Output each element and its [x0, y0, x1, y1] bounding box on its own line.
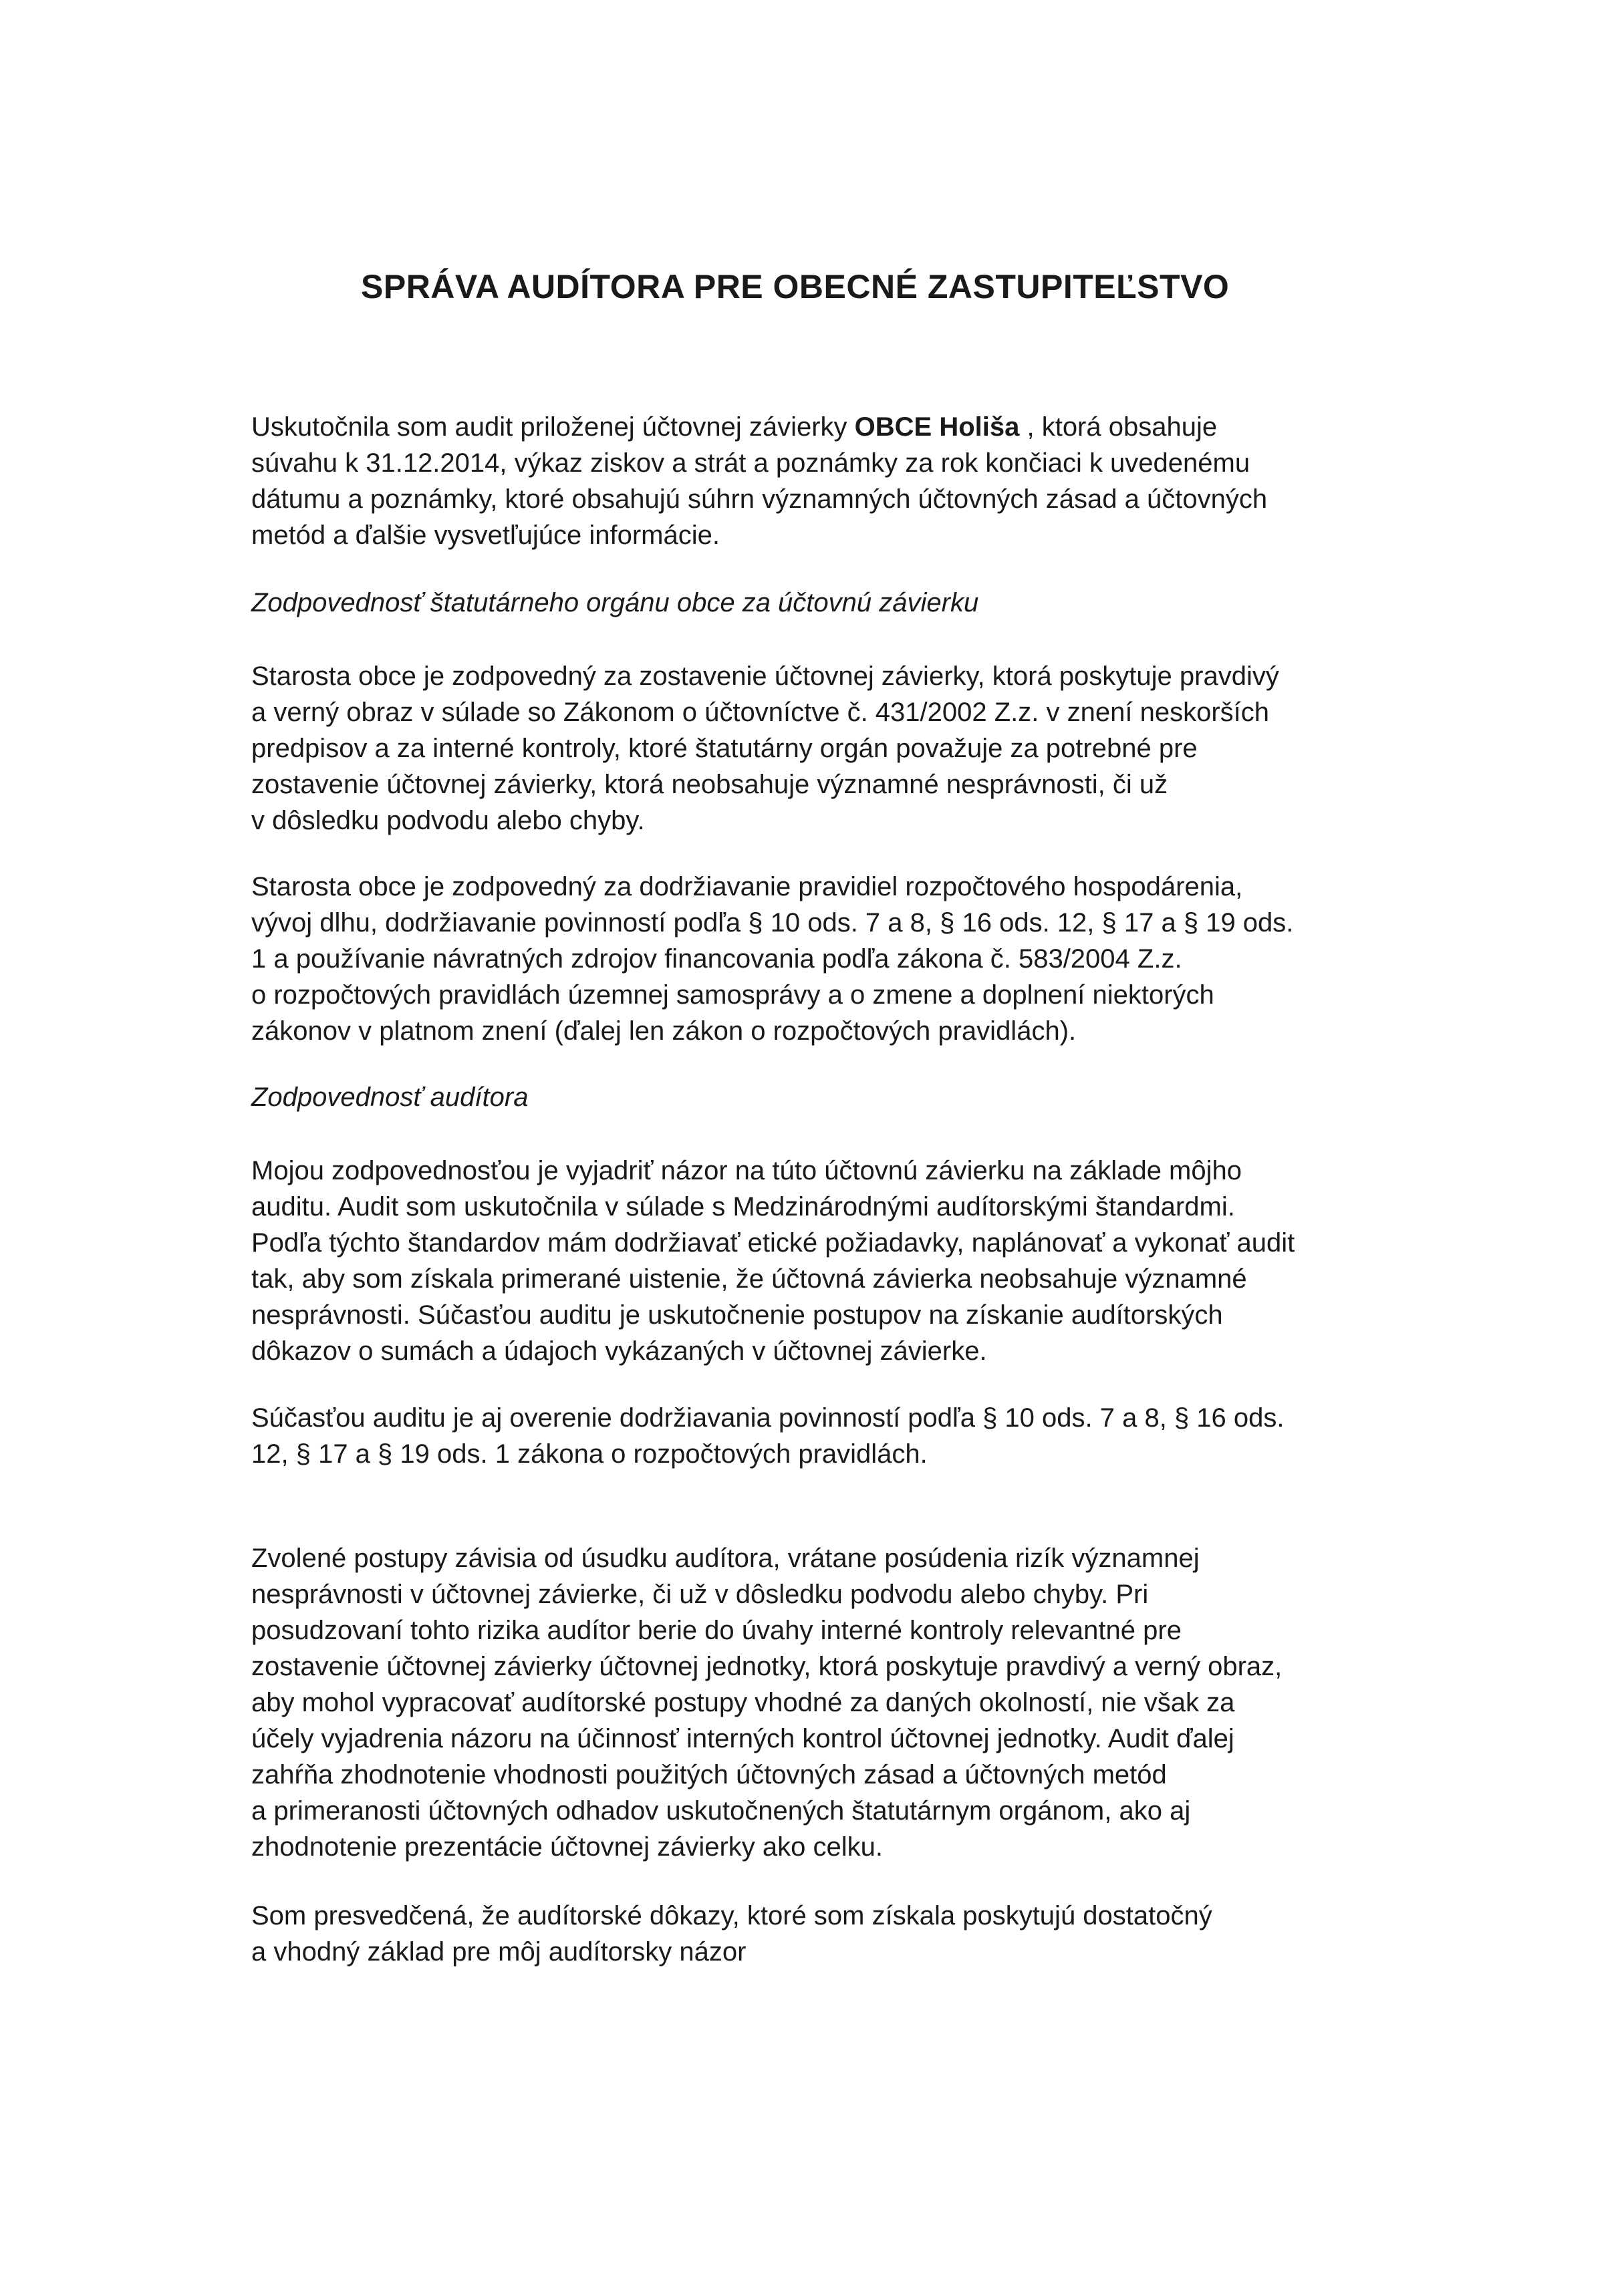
paragraph-line: Starosta obce je zodpovedný za zostavenie účtovnej závierky, ktorá poskytuje pravdivý: [251, 662, 1279, 691]
paragraph-line: a primeranosti účtovných odhadov uskutočnených štatutárnym orgánom, ako aj: [251, 1796, 1191, 1826]
procedures-paragraph: [251, 1540, 1454, 1865]
intro-line: metód a ďalšie vysvetľujúce informácie.: [251, 521, 720, 550]
heading-text: Zodpovednosť štatutárneho orgánu obce za účtovnú závierku: [251, 588, 979, 617]
paragraph-line: auditu. Audit som uskutočnila v súlade s Medzinárodnými audítorskými štandardmi.: [251, 1192, 1235, 1222]
intro-line: súvahu k 31.12.2014, výkaz ziskov a strát a poznámky za rok končiaci k uvedenému: [251, 448, 1250, 478]
section-heading-auditor: [251, 1079, 1454, 1115]
auditor-paragraph-1: [251, 1153, 1454, 1369]
intro-suffix: , ktorá obsahuje: [1019, 412, 1218, 442]
paragraph-line: a verný obraz v súlade so Zákonom o účtovníctve č. 431/2002 Z.z. v znení neskorších: [251, 698, 1270, 727]
paragraph-line: tak, aby som získala primerané uistenie, že účtovná závierka neobsahuje významné: [251, 1264, 1247, 1294]
section-heading-statutory: [251, 585, 1454, 621]
statutory-paragraph-1: [251, 658, 1454, 839]
statutory-paragraph-2: [251, 869, 1454, 1049]
paragraph-line: účely vyjadrenia názoru na účinnosť interných kontrol účtovnej jednotky. Audit ďalej: [251, 1724, 1234, 1753]
entity-name: OBCE Holiša: [854, 412, 1020, 442]
page-title: SPRÁVA AUDÍTORA PRE OBECNÉ ZASTUPITEĽSTVO: [361, 268, 1230, 305]
paragraph-line: Zvolené postupy závisia od úsudku audítora, vrátane posúdenia rizík významnej: [251, 1544, 1200, 1573]
paragraph-line: zostavenie účtovnej závierky, ktorá neobsahuje významné nesprávnosti, či už: [251, 770, 1168, 799]
paragraph-line: vývoj dlhu, dodržiavanie povinností podľa § 10 ods. 7 a 8, § 16 ods. 12, § 17 a § 19 ods.: [251, 908, 1294, 938]
paragraph-line: aby mohol vypracovať audítorské postupy vhodné za daných okolností, nie však za: [251, 1688, 1235, 1717]
paragraph-line: nesprávnosti v účtovnej závierke, či už v dôsledku podvodu alebo chyby. Pri: [251, 1580, 1149, 1609]
paragraph-line: nesprávnosti. Súčasťou auditu je uskutočnenie postupov na získanie audítorských: [251, 1300, 1223, 1330]
paragraph-line: zhodnotenie prezentácie účtovnej závierky ako celku.: [251, 1832, 883, 1862]
auditor-paragraph-2: [251, 1400, 1454, 1472]
heading-text: Zodpovednosť audítora: [251, 1083, 529, 1112]
paragraph-line: Súčasťou auditu je aj overenie dodržiavania povinností podľa § 10 ods. 7 a 8, § 16 ods.: [251, 1403, 1285, 1433]
paragraph-line: a vhodný základ pre môj audítorsky názor: [251, 1937, 747, 1967]
paragraph-line: predpisov a za interné kontroly, ktoré štatutárny orgán považuje za potrebné pre: [251, 734, 1198, 763]
paragraph-line: zahŕňa zhodnotenie vhodnosti použitých účtovných zásad a účtovných metód: [251, 1760, 1167, 1789]
paragraph-line: Mojou zodpovednosťou je vyjadriť názor na túto účtovnú závierku na základe môjho: [251, 1156, 1242, 1185]
intro-paragraph: [251, 409, 1454, 553]
paragraph-line: dôkazov o sumách a údajoch vykázaných v účtovnej závierke.: [251, 1336, 987, 1366]
paragraph-line: zostavenie účtovnej závierky účtovnej jednotky, ktorá poskytuje pravdivý a verný obraz,: [251, 1652, 1283, 1681]
paragraph-line: 12, § 17 a § 19 ods. 1 zákona o rozpočtových pravidlách.: [251, 1439, 928, 1469]
paragraph-line: v dôsledku podvodu alebo chyby.: [251, 806, 645, 835]
paragraph-line: posudzovaní tohto rizika audítor berie do úvahy interné kontroly relevantné pre: [251, 1616, 1182, 1645]
intro-line: dátumu a poznámky, ktoré obsahujú súhrn významných účtovných zásad a účtovných: [251, 484, 1268, 514]
conclusion-paragraph: [251, 1898, 1454, 1970]
intro-prefix: Uskutočnila som audit priloženej účtovnej závierky: [251, 412, 855, 442]
paragraph-line: o rozpočtových pravidlách územnej samosprávy a o zmene a doplnení niektorých: [251, 980, 1214, 1010]
paragraph-line: zákonov v platnom znení (ďalej len zákon o rozpočtových pravidlách).: [251, 1016, 1077, 1046]
intro-line: [251, 409, 1454, 445]
paragraph-line: Som presvedčená, že audítorské dôkazy, ktoré som získala poskytujú dostatočný: [251, 1901, 1212, 1930]
paragraph-line: 1 a používanie návratných zdrojov financovania podľa zákona č. 583/2004 Z.z.: [251, 944, 1182, 974]
paragraph-line: Starosta obce je zodpovedný za dodržiavanie pravidiel rozpočtového hospodárenia,: [251, 872, 1243, 901]
paragraph-line: Podľa týchto štandardov mám dodržiavať etické požiadavky, naplánovať a vykonať audit: [251, 1228, 1295, 1258]
